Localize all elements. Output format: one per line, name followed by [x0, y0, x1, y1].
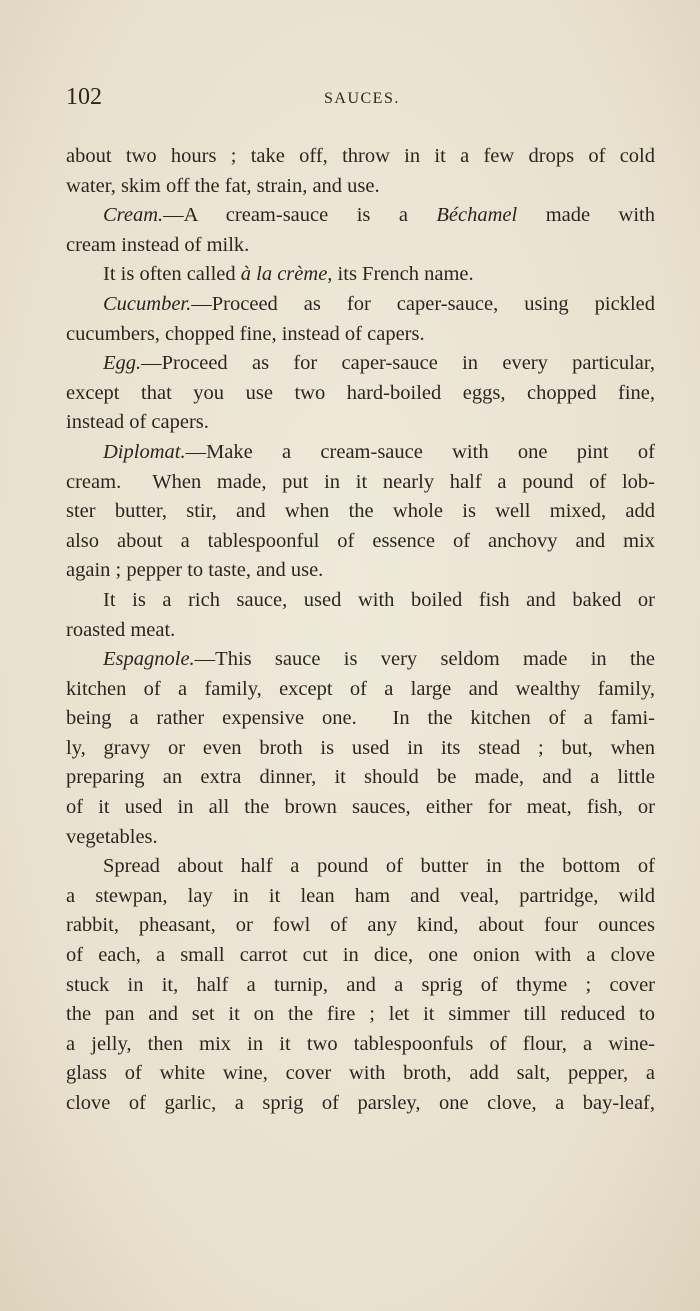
- text-run: Spread about half a pound of butter in the bottom of: [103, 855, 655, 878]
- text-run: a jelly, then mix in it two tablespoonfuls of flour, a wine-: [66, 1032, 655, 1055]
- text-line: [66, 320, 655, 350]
- text-run: stuck in it, half a turnip, and a sprig of thyme ; cover: [66, 973, 655, 996]
- page-body-text: [66, 142, 655, 1119]
- text-line: [66, 556, 655, 586]
- text-run: preparing an extra dinner, it should be made, and a little: [66, 766, 655, 789]
- text-run: —This sauce is very seldom made in the: [194, 648, 655, 671]
- text-line: [66, 616, 655, 646]
- text-line: [66, 497, 655, 527]
- italic-text: Espagnole.: [103, 648, 195, 671]
- paragraph: [66, 645, 655, 852]
- text-run: It is a rich sauce, used with boiled fish and baked or: [103, 588, 655, 611]
- page-header: [66, 84, 655, 116]
- text-line: [66, 1000, 655, 1030]
- running-head: SAUCES.: [324, 90, 400, 107]
- paragraph: [66, 260, 655, 290]
- text-run: its French name.: [332, 263, 474, 286]
- text-run: kitchen of a family, except of a large and wealthy family,: [66, 677, 655, 700]
- text-run: glass of white wine, cover with broth, add salt, pepper, a: [66, 1062, 655, 1085]
- text-run: being a rather expensive one. In the kitchen of a fami-: [66, 707, 655, 730]
- text-run: made with: [517, 204, 656, 227]
- text-run: ly, gravy or even broth is used in its stead ; but, when: [66, 736, 655, 759]
- text-run: ster butter, stir, and when the whole is well mixed, add: [66, 500, 655, 523]
- text-line: [66, 468, 655, 498]
- text-run: —Make a cream-sauce with one pint of: [185, 440, 655, 463]
- text-line: [66, 1089, 655, 1119]
- italic-text: Egg.: [103, 352, 142, 375]
- paragraph: [66, 290, 655, 349]
- text-line: [66, 675, 655, 705]
- text-run: roasted meat.: [66, 618, 176, 641]
- text-run: rabbit, pheasant, or fowl of any kind, about four ounces: [66, 914, 655, 937]
- text-line: [66, 793, 655, 823]
- text-run: —Proceed as for caper-sauce, using pickled: [191, 292, 655, 315]
- text-line: [66, 941, 655, 971]
- text-run: cucumbers, chopped fine, instead of capers.: [66, 322, 425, 345]
- text-line: [66, 408, 655, 438]
- text-line: [66, 823, 655, 853]
- text-line: [66, 645, 655, 675]
- text-line: [66, 1030, 655, 1060]
- italic-text: Béchamel: [436, 204, 518, 227]
- text-line: [66, 734, 655, 764]
- paragraph: [66, 349, 655, 438]
- text-line: [66, 1059, 655, 1089]
- text-run: again ; pepper to taste, and use.: [66, 559, 324, 582]
- italic-text: Cream.: [103, 204, 164, 227]
- text-line: [66, 586, 655, 616]
- text-line: [66, 290, 655, 320]
- text-run: It is often called: [103, 263, 241, 286]
- text-line: [66, 172, 655, 202]
- text-line: [66, 911, 655, 941]
- text-run: instead of capers.: [66, 411, 209, 434]
- text-run: —A cream-sauce is a: [163, 204, 437, 227]
- text-run: of it used in all the brown sauces, either for meat, fish, or: [66, 796, 655, 819]
- italic-text: Cucumber.: [103, 292, 192, 315]
- paragraph: [66, 142, 655, 201]
- text-line: [66, 971, 655, 1001]
- text-line: [66, 527, 655, 557]
- text-line: [66, 438, 655, 468]
- text-run: a stewpan, lay in it lean ham and veal, partridge, wild: [66, 884, 655, 907]
- text-run: also about a tablespoonful of essence of anchovy and mix: [66, 529, 655, 552]
- text-run: except that you use two hard-boiled eggs, chopped fine,: [66, 381, 655, 404]
- page-number: 102: [66, 84, 102, 110]
- text-line: [66, 882, 655, 912]
- text-run: vegetables.: [66, 825, 158, 848]
- text-line: [66, 349, 655, 379]
- text-run: cream. When made, put in it nearly half a pound of lob-: [66, 470, 655, 493]
- text-run: —Proceed as for caper-sauce in every particular,: [141, 352, 655, 375]
- text-line: [66, 704, 655, 734]
- text-run: the pan and set it on the fire ; let it simmer till reduced to: [66, 1003, 655, 1026]
- paragraph: [66, 201, 655, 260]
- text-line: [66, 379, 655, 409]
- text-run: water, skim off the fat, strain, and use.: [66, 174, 380, 197]
- text-run: about two hours ; take off, throw in it a few drops of cold: [66, 145, 655, 167]
- italic-text: Diplomat.: [103, 440, 186, 463]
- paragraph: [66, 852, 655, 1118]
- text-line: [66, 201, 655, 231]
- text-line: [66, 852, 655, 882]
- text-run: of each, a small carrot cut in dice, one onion with a clove: [66, 944, 655, 967]
- paragraph: [66, 438, 655, 586]
- text-line: [66, 231, 655, 261]
- text-line: [66, 260, 655, 290]
- text-line: [66, 142, 655, 172]
- text-line: [66, 763, 655, 793]
- text-run: cream instead of milk.: [66, 233, 250, 256]
- italic-text: à la crème,: [240, 263, 333, 286]
- paragraph: [66, 586, 655, 645]
- text-run: clove of garlic, a sprig of parsley, one clove, a bay-leaf,: [66, 1092, 655, 1114]
